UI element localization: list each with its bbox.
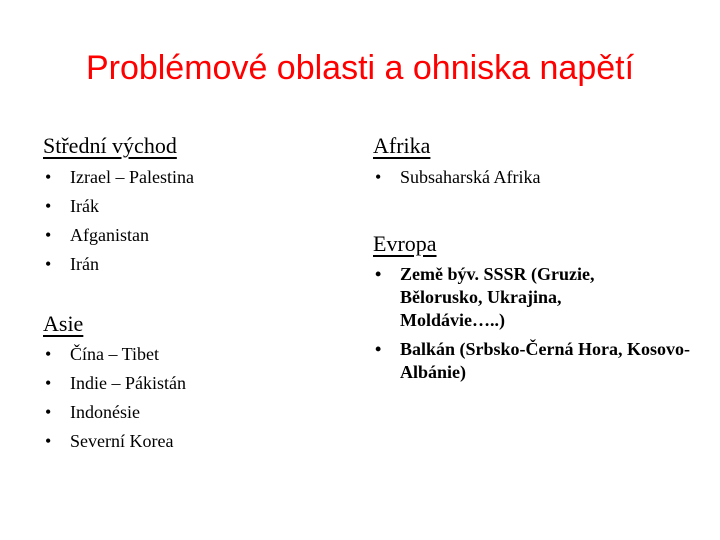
list-stredni-vychod xyxy=(43,163,194,279)
list-item xyxy=(373,338,700,384)
list-item-text: Indonésie xyxy=(70,402,140,422)
list-item-text: Čína – Tibet xyxy=(70,344,160,364)
list-item-text: Subsaharská Afrika xyxy=(400,167,541,187)
bullet-icon: • xyxy=(45,373,52,393)
list-afrika xyxy=(373,163,540,192)
bullet-icon: • xyxy=(45,344,52,364)
list-item xyxy=(43,340,186,369)
list-asie xyxy=(43,340,186,456)
list-item-text: Irán xyxy=(70,254,99,274)
list-item xyxy=(43,163,194,192)
list-item-text: Indie – Pákistán xyxy=(70,373,186,393)
list-item-text: Irák xyxy=(70,196,99,216)
slide-title: Problémové oblasti a ohniska napětí xyxy=(85,49,635,87)
list-item xyxy=(373,163,540,192)
list-item-text: Severní Korea xyxy=(70,431,174,451)
bullet-icon: • xyxy=(375,167,382,187)
list-item xyxy=(373,263,700,332)
bullet-icon: • xyxy=(45,167,52,187)
bullet-icon: • xyxy=(375,339,382,359)
list-item xyxy=(43,398,186,427)
bullet-icon: • xyxy=(45,196,52,216)
list-item xyxy=(43,221,194,250)
list-item-text: Balkán (Srbsko-Černá Hora, Kosovo-Albánie) xyxy=(400,339,691,382)
heading-afrika: Afrika xyxy=(373,133,431,158)
bullet-icon: • xyxy=(45,402,52,422)
bullet-icon: • xyxy=(45,254,52,274)
list-evropa xyxy=(373,263,700,390)
list-item xyxy=(43,427,186,456)
list-item xyxy=(43,369,186,398)
bullet-icon: • xyxy=(375,264,382,284)
list-item-text: Afganistan xyxy=(70,225,149,245)
bullet-icon: • xyxy=(45,225,52,245)
list-item xyxy=(43,250,194,279)
list-item xyxy=(43,192,194,221)
heading-evropa: Evropa xyxy=(373,231,437,256)
heading-stredni-vychod: Střední východ xyxy=(43,133,177,158)
list-item-text: Země býv. SSSR (Gruzie, Bělorusko, Ukrajina, Moldávie…..) xyxy=(400,264,595,330)
bullet-icon: • xyxy=(45,431,52,451)
list-item-text: Izrael – Palestina xyxy=(70,167,194,187)
heading-asie: Asie xyxy=(43,311,84,336)
